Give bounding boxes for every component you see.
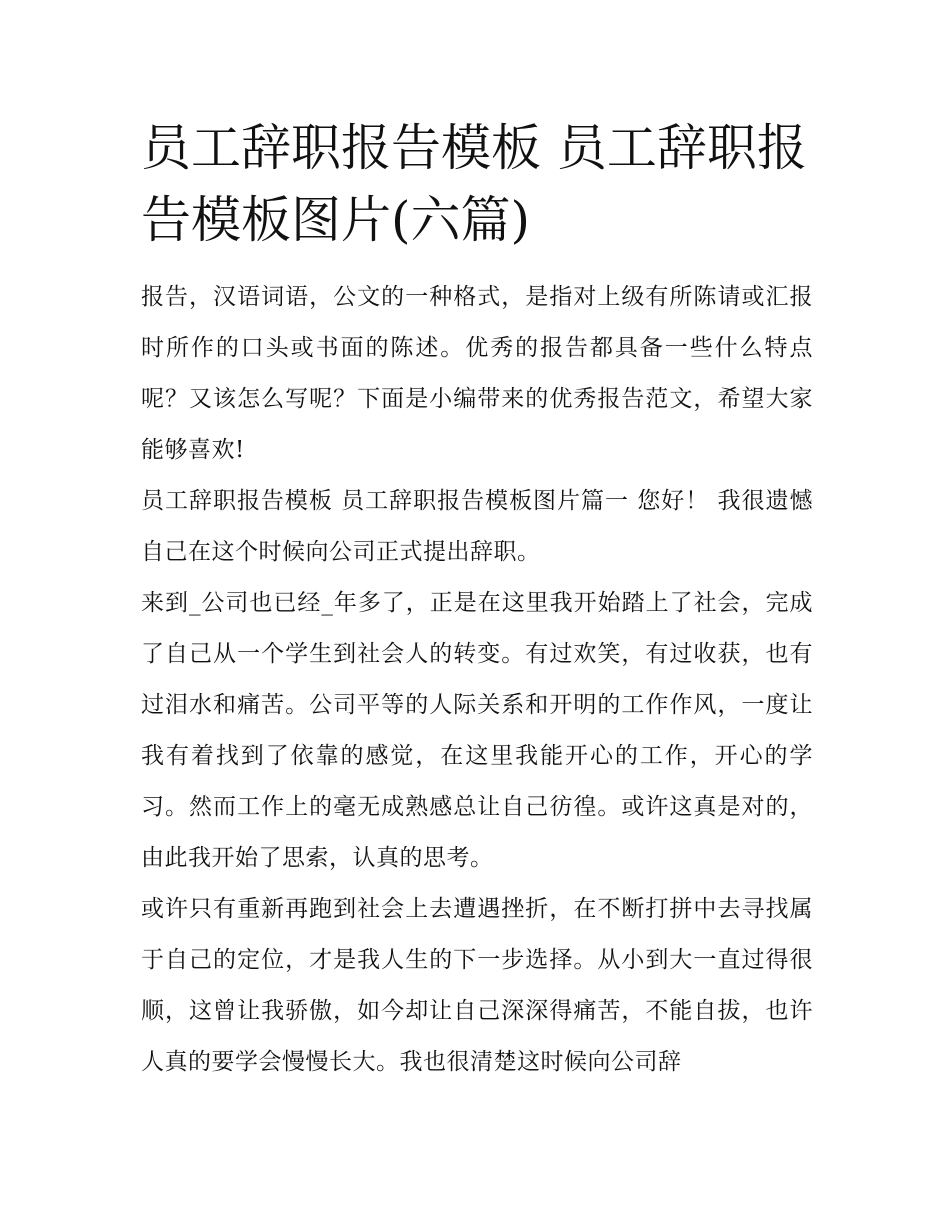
paragraph-intro: 报告，汉语词语，公文的一种格式，是指对上级有所陈请或汇报时所作的口头或书面的陈述。优秀的报告都具备一些什么特点呢？又该怎么写呢？下面是小编带来的优秀报告范文，希望大家能够喜欢!: [141, 284, 813, 463]
paragraph-greeting: 员工辞职报告模板 员工辞职报告模板图片篇一 您好！ 我很遗憾自己在这个时候向公司正式提出辞职。: [141, 488, 813, 565]
paragraph-experience: 来到_公司也已经_年多了，正是在这里我开始踏上了社会，完成了自己从一个学生到社会人的转变。有过欢笑，有过收获，也有过泪水和痛苦。公司平等的人际关系和开明的工作作风，一度让我有着找到了依靠的感觉，在这里我能开心的工作，开心的学习。然而工作上的毫无成熟感总让自己彷徨。或许这真是对的，由此我开始了思索，认真的思考。: [141, 590, 813, 871]
document-body: [141, 272, 813, 1088]
document-title: 员工辞职报告模板 员工辞职报告模板图片(六篇): [141, 119, 807, 249]
document-page: [141, 112, 813, 1088]
paragraph-reflection: 或许只有重新再跑到社会上去遭遇挫折，在不断打拼中去寻找属于自己的定位，才是我人生的下一步选择。从小到大一直过得很顺，这曾让我骄傲，如今却让自己深深得痛苦，不能自拔，也许人真的要学会慢慢长大。我也很清楚这时候向公司辞: [141, 896, 813, 1075]
